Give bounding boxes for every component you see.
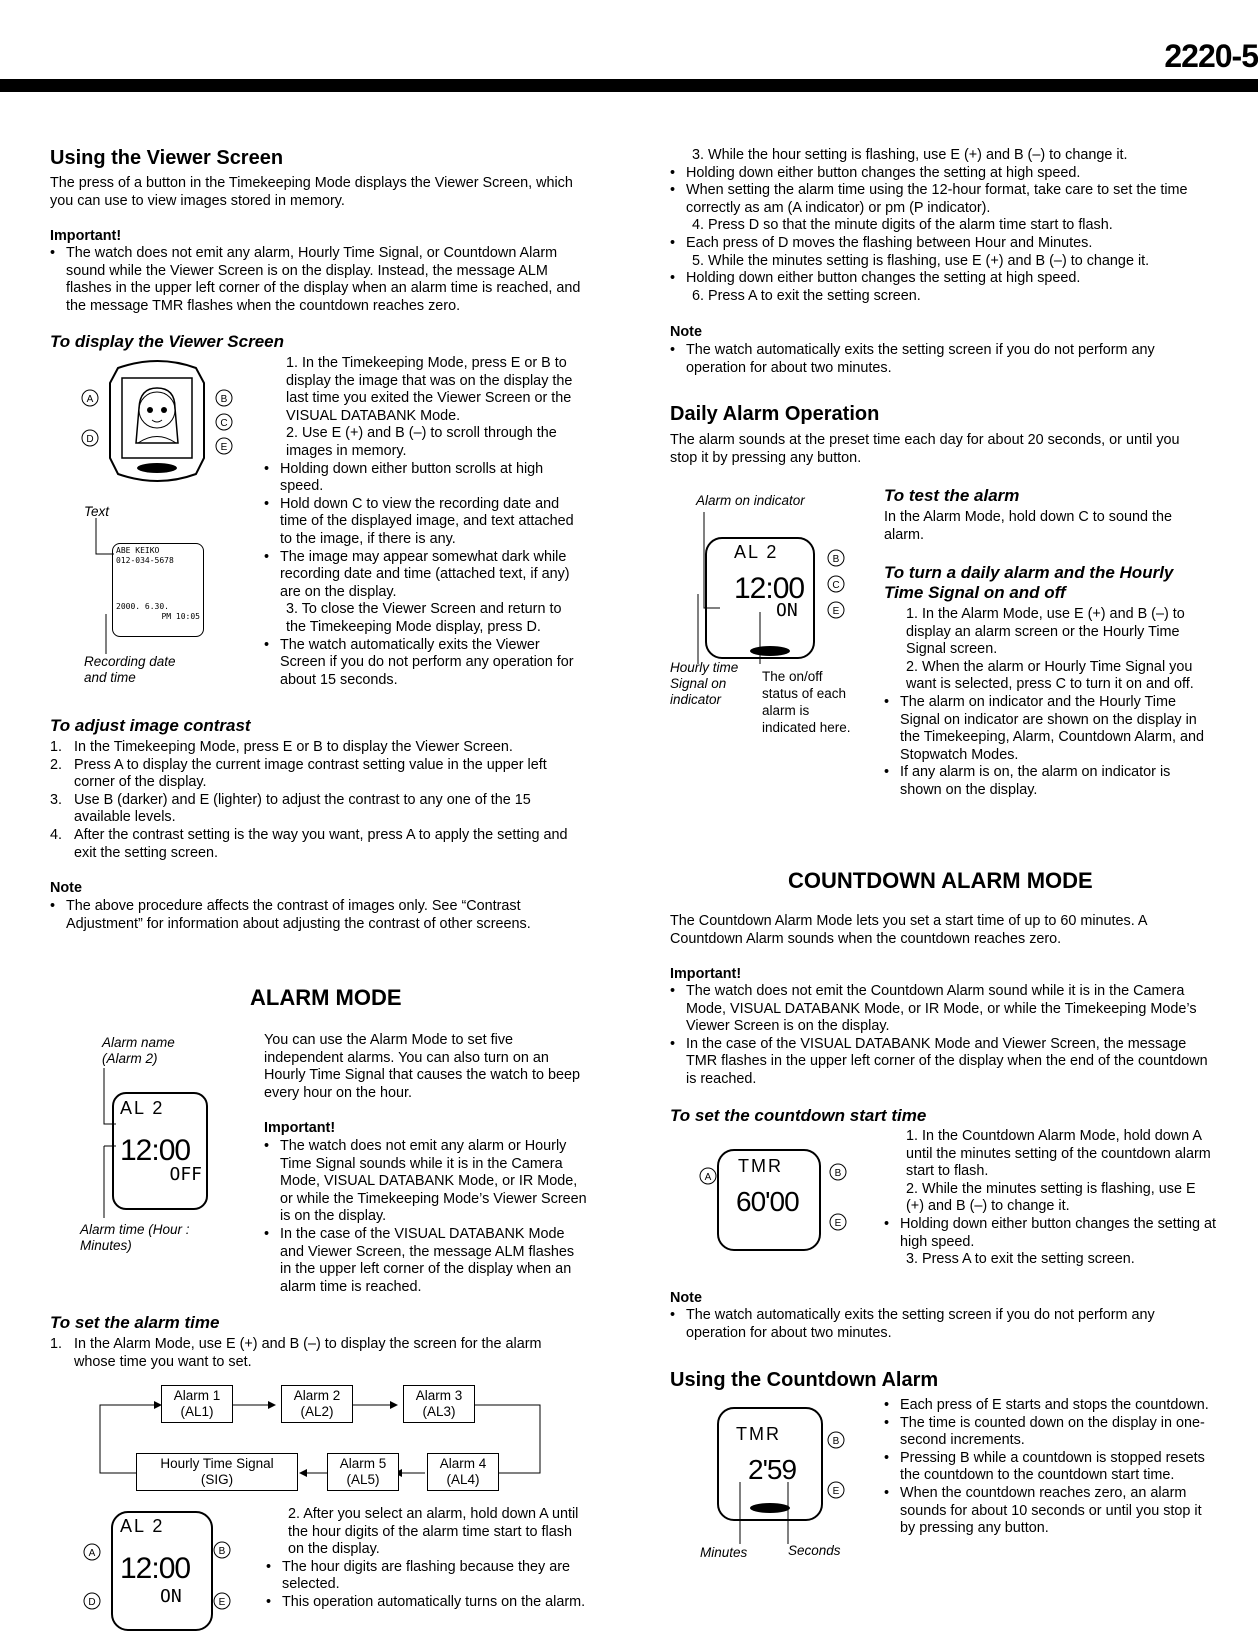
alarm-continued-steps xyxy=(668,147,1216,305)
alarm-intro: You can use the Alarm Mode to set five independent alarms. You can also turn on an Hourly Time Signal that causes the watch to beep every hour on the hour. xyxy=(264,1032,580,1101)
alarm-important-item: • The watch does not emit any alarm or Hourly Time Signal sounds while it is in the Camera Mode, VISUAL DATABANK Mode, or IR Mode, or while the Timekeeping Mode’s Viewer Screen is on the display. xyxy=(262,1138,588,1226)
svg-text:B: B xyxy=(834,1168,842,1179)
display-step: 3. To close the Viewer Screen and return to the Timekeeping Mode display, press D. xyxy=(286,601,562,635)
record-screen-phone: 012-034-5678 xyxy=(116,556,174,565)
daily-screen-time: 12:00 xyxy=(734,572,805,605)
alarm-screen-off: OFF xyxy=(169,1164,202,1185)
alarm-cont-item: • Each press of D moves the flashing between Hour and Minutes. xyxy=(668,235,1216,253)
alarm-cont-item: • When setting the alarm time using the 12-hour format, take care to set the time correctly as am (A indicator) or pm (P indicator). xyxy=(668,182,1216,217)
header-rule xyxy=(0,79,1258,92)
using-item: • Pressing B while a countdown is stopped resets the countdown to the countdown start time. xyxy=(882,1450,1216,1485)
display-viewer-title: To display the Viewer Screen xyxy=(50,332,284,351)
turn-step: 1. In the Alarm Mode, use E (+) and B (–) to display an alarm screen or the Hourly Time Signal screen. xyxy=(906,606,1185,658)
alarm-cont-item: • Holding down either button changes the setting at high speed. xyxy=(668,270,1216,288)
flow-signal: Hourly Time Signal (SIG) xyxy=(136,1453,298,1491)
test-alarm-text: In the Alarm Mode, hold down C to sound the alarm. xyxy=(884,509,1172,543)
countdown-step: 1. In the Countdown Alarm Mode, hold down A until the minutes setting of the countdown alarm start to flash. xyxy=(906,1128,1211,1180)
svg-text:C: C xyxy=(832,580,840,591)
countdown-mode-title: COUNTDOWN ALARM MODE xyxy=(788,868,1093,893)
using-item: • Each press of E starts and stops the countdown. xyxy=(882,1397,1216,1415)
set-countdown-steps xyxy=(882,1128,1216,1269)
flow-alarm3: Alarm 3 (AL3) xyxy=(403,1385,475,1423)
svg-text:B: B xyxy=(218,1546,226,1557)
svg-text:E: E xyxy=(832,1486,840,1497)
alarm-cont-item: 4. Press D so that the minute digits of the alarm time start to flash. xyxy=(692,217,1113,234)
svg-text:E: E xyxy=(834,1218,842,1229)
alarm-important-item: • In the case of the VISUAL DATABANK Mode and Viewer Screen, the message ALM flashes in the upper left corner of the display when an alarm time is reached. xyxy=(262,1226,588,1296)
set-screen-time: 12:00 xyxy=(120,1552,191,1585)
svg-text:A: A xyxy=(88,1548,96,1559)
daily-alarm-intro: The alarm sounds at the preset time each day for about 20 seconds, or until you stop it by pressing any button. xyxy=(670,432,1180,466)
countdown-important-item: • In the case of the VISUAL DATABANK Mode and Viewer Screen, the message TMR flashes in the upper left corner of the display when the end of the countdown is reached. xyxy=(668,1036,1216,1089)
display-steps xyxy=(262,355,584,689)
flow-alarm4: Alarm 4 (AL4) xyxy=(427,1453,499,1491)
flow-alarm2: Alarm 2 (AL2) xyxy=(281,1385,353,1423)
alarm-label-leaders xyxy=(96,1066,126,1226)
daily-screen-al: AL 2 xyxy=(734,542,779,562)
svg-text:A: A xyxy=(704,1172,712,1183)
alarm-cont-item: • Holding down either button changes the setting at high speed. xyxy=(668,165,1216,183)
onoff-status-label: The on/off status of each alarm is indicated here. xyxy=(762,669,851,735)
countdown-run-tmr: TMR xyxy=(736,1424,781,1444)
using-countdown-list xyxy=(882,1397,1216,1538)
countdown-important-label: Important! xyxy=(670,966,742,982)
countdown-important xyxy=(668,983,1216,1089)
record-screen-time: PM 10:05 xyxy=(161,612,200,621)
set-step2-item: • This operation automatically turns on the alarm. xyxy=(264,1594,586,1612)
using-item: • The time is counted down on the display in one-second increments. xyxy=(882,1415,1216,1450)
display-step: • Holding down either button scrolls at high speed. xyxy=(262,461,584,496)
daily-screen-on: ON xyxy=(776,600,798,621)
turn-alarm-steps xyxy=(882,606,1214,800)
display-step: 2. Use E (+) and B (–) to scroll through the images in memory. xyxy=(286,425,557,459)
countdown-intro: The Countdown Alarm Mode lets you set a start time of up to 60 minutes. A Countdown Alarm sounds when the countdown reaches zero. xyxy=(670,913,1147,947)
contrast-title: To adjust image contrast xyxy=(50,716,251,735)
flow-alarm1: Alarm 1 (AL1) xyxy=(161,1385,233,1423)
set-screen-al: AL 2 xyxy=(120,1516,165,1536)
alarm-cont-item: 5. While the minutes setting is flashing, use E (+) and B (–) to change it. xyxy=(692,252,1150,269)
svg-text:C: C xyxy=(220,418,228,429)
alarm-important xyxy=(262,1138,588,1296)
seconds-label: Seconds xyxy=(788,1543,841,1558)
fig-date-label: Recording date and time xyxy=(84,654,176,685)
record-screen xyxy=(112,543,204,637)
contrast-step: After the contrast setting is the way you want, press A to apply the setting and exit the setting screen. xyxy=(74,826,568,861)
record-label-leaders xyxy=(92,514,122,664)
fig-text-label: Text xyxy=(84,504,110,519)
flow-alarm5: Alarm 5 (AL5) xyxy=(327,1453,399,1491)
turn-alarm-title: To turn a daily alarm and the Hourly Time Signal on and off xyxy=(884,563,1174,602)
right-note: • The watch automatically exits the setting screen if you do not perform any operation for about two minutes. xyxy=(668,342,1216,377)
svg-text:E: E xyxy=(218,1597,226,1608)
alarm-screen-time: 12:00 xyxy=(120,1134,191,1167)
viewer-title: Using the Viewer Screen xyxy=(50,147,284,169)
alarm-cont-item: 6. Press A to exit the setting screen. xyxy=(692,287,921,304)
contrast-step: In the Timekeeping Mode, press E or B to display the Viewer Screen. xyxy=(74,739,513,755)
test-alarm-title: To test the alarm xyxy=(884,486,1020,505)
turn-step: • The alarm on indicator and the Hourly Time Signal on indicator are shown on the display in the Timekeeping, Alarm, Countdown Alarm, and Stopwatch Modes. xyxy=(882,694,1214,764)
viewer-intro: The press of a button in the Timekeeping Mode displays the Viewer Screen, which you can use to view images stored in memory. xyxy=(50,175,573,209)
display-step: 1. In the Timekeeping Mode, press E or B to display the image that was on the display the last time you exited the Viewer Screen or the VISUAL DATABANK Mode. xyxy=(286,355,573,424)
svg-text:E: E xyxy=(220,442,228,453)
hourly-signal-label: Hourly time Signal on indicator xyxy=(670,660,739,707)
countdown-note: • The watch automatically exits the setting screen if you do not perform any operation for about two minutes. xyxy=(668,1307,1216,1342)
set-alarm-step2 xyxy=(264,1506,586,1612)
svg-text:D: D xyxy=(88,1597,96,1608)
minutes-label: Minutes xyxy=(700,1545,748,1560)
svg-text:E: E xyxy=(832,606,840,617)
record-screen-name: ABE KEIKO xyxy=(116,546,160,555)
contrast-note-label: Note xyxy=(50,880,82,896)
countdown-note-label: Note xyxy=(670,1290,702,1306)
svg-text:B: B xyxy=(832,1436,840,1447)
countdown-set-value: 60'00 xyxy=(736,1186,799,1217)
using-countdown-title: Using the Countdown Alarm xyxy=(670,1369,939,1391)
display-step: • Hold down C to view the recording date and time of the displayed image, and text attached to the image, if there is any. xyxy=(262,496,584,549)
svg-text:D: D xyxy=(86,434,94,445)
set-step2-item: • The hour digits are flashing because they are selected. xyxy=(264,1559,586,1594)
record-screen-date: 2000. 6.30. xyxy=(116,602,169,611)
alarm-mode-title: ALARM MODE xyxy=(250,985,402,1010)
alarm-on-indicator-label: Alarm on indicator xyxy=(696,493,805,508)
contrast-note: • The above procedure affects the contrast of images only. See “Contrast Adjustment” for information about adjusting the contrast of other screens. xyxy=(48,898,588,933)
countdown-step: 3. Press A to exit the setting screen. xyxy=(906,1251,1135,1268)
svg-text:B: B xyxy=(220,394,228,405)
alarm-time-label: Alarm time (Hour : Minutes) xyxy=(80,1222,190,1253)
turn-step: • If any alarm is on, the alarm on indicator is shown on the display. xyxy=(882,764,1214,799)
countdown-step: • Holding down either button changes the setting at high speed. xyxy=(882,1216,1216,1251)
contrast-step: Press A to display the current image contrast setting value in the upper left corner of the display. xyxy=(74,756,547,791)
document-number: 2220-5 xyxy=(1164,38,1258,74)
alarm-screen-al: AL 2 xyxy=(120,1098,165,1118)
viewer-important: • The watch does not emit any alarm, Hourly Time Signal, or Countdown Alarm sound while the Viewer Screen is on the display. Instead, the message ALM flashes in the upper left corner of the display when an alarm time is reached, and the message TMR flashes when the countdown reaches zero. xyxy=(48,245,588,315)
set-alarm-step1: In the Alarm Mode, use E (+) and B (–) to display the screen for the alarm whose time you want to set. xyxy=(74,1336,542,1370)
svg-text:A: A xyxy=(86,394,94,405)
display-step: • The image may appear somewhat dark while recording date and time (attached text, if any) are on the display. xyxy=(262,549,584,602)
viewer-important-label: Important! xyxy=(50,228,122,244)
viewer-watch-figure xyxy=(78,358,238,488)
set-alarm-title: To set the alarm time xyxy=(50,1313,220,1332)
set-countdown-title: To set the countdown start time xyxy=(670,1106,927,1125)
contrast-steps: 1. In the Timekeeping Mode, press E or B to display the Viewer Screen. 2. Press A to display the current image contrast setting value in the upper left corner of the display. 3. Use B (darker) and E (lighter) to adjust the contrast to any one of the 15 available levels. 4. After the contrast setting is the way you want, press A to apply the setting and exit the setting screen. xyxy=(50,739,568,861)
daily-alarm-title: Daily Alarm Operation xyxy=(670,403,880,425)
alarm-name-label: Alarm name (Alarm 2) xyxy=(102,1035,175,1066)
alarm-important-label: Important! xyxy=(264,1120,336,1136)
display-step: • The watch automatically exits the Viewer Screen if you do not perform any operation for about 15 seconds. xyxy=(262,637,584,690)
using-item: • When the countdown reaches zero, an alarm sounds for about 10 seconds or until you stop it by pressing any button. xyxy=(882,1485,1216,1538)
countdown-important-item: • The watch does not emit the Countdown Alarm sound while it is in the Camera Mode, VISUAL DATABANK Mode, or IR Mode, or while the Timekeeping Mode’s Viewer Screen is on the display. xyxy=(668,983,1216,1036)
contrast-step: Use B (darker) and E (lighter) to adjust the contrast to any one of the 15 available levels. xyxy=(74,791,531,826)
turn-step: 2. When the alarm or Hourly Time Signal you want is selected, press C to turn it on and off. xyxy=(906,658,1194,693)
set-step2-item: 2. After you select an alarm, hold down A until the hour digits of the alarm time start to flash on the display. xyxy=(288,1506,579,1558)
countdown-set-tmr: TMR xyxy=(738,1156,783,1176)
alarm-watch-screen xyxy=(112,1092,208,1210)
svg-text:B: B xyxy=(832,554,840,565)
alarm-cont-item: 3. While the hour setting is flashing, use E (+) and B (–) to change it. xyxy=(692,147,1128,163)
countdown-run-value: 2'59 xyxy=(748,1454,797,1485)
set-screen-on: ON xyxy=(160,1586,182,1607)
countdown-step: 2. While the minutes setting is flashing, use E (+) and B (–) to change it. xyxy=(906,1180,1196,1215)
right-note-label: Note xyxy=(670,324,702,340)
